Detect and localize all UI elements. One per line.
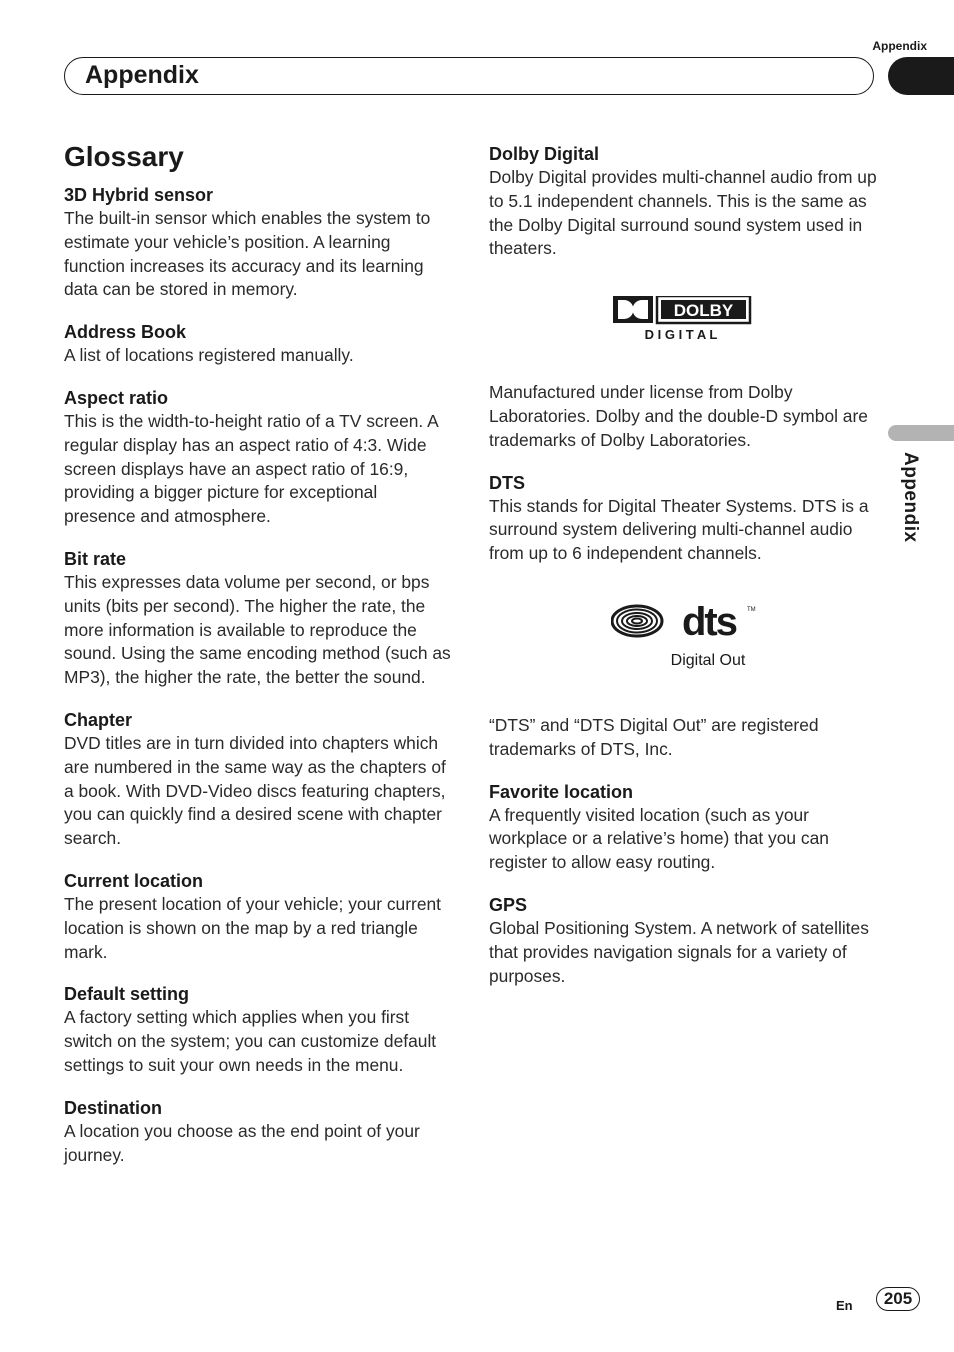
- glossary-term: 3D Hybrid sensor: [64, 185, 214, 205]
- glossary-definition: Global Positioning System. A network of satellites that provides navigation signals for a variety of purposes.: [489, 917, 869, 986]
- license-note: [489, 381, 877, 452]
- dolby-double-d-icon: [613, 296, 753, 342]
- dolby-logo-sub: D I G I T A L: [644, 327, 718, 343]
- glossary-term: Chapter: [64, 709, 133, 730]
- dts-trademark: TM: [747, 606, 756, 613]
- side-tab-marker: [888, 425, 954, 441]
- side-tab-label: Appendix: [900, 452, 921, 543]
- glossary-definition: A frequently visited location (such as your workplace or a relative’s home) that you can register to allow easy routing.: [489, 804, 829, 873]
- glossary-definition: A list of locations registered manually.: [64, 345, 354, 366]
- glossary-column-right: [489, 142, 877, 1006]
- glossary-definition: DVD titles are in turn divided into chapters which are numbered in the same way as the chapters of a book. With DVD-Video discs featuring chapters, you can quickly find a desired scene with chapter search.: [64, 732, 446, 849]
- glossary-term: GPS: [489, 894, 528, 915]
- glossary-entry: [64, 1096, 452, 1168]
- page-title: Glossary: [64, 141, 184, 172]
- glossary-term: DTS: [489, 472, 525, 493]
- glossary-term: Favorite location: [489, 781, 634, 802]
- glossary-entry: [489, 471, 877, 566]
- glossary-entry: [489, 780, 877, 875]
- glossary-definition: Dolby Digital provides multi-channel audio from up to 5.1 independent channels. This is the same as the Dolby Digital surround sound system used in theaters.: [489, 167, 877, 259]
- glossary-definition: A location you choose as the end point of your journey.: [64, 1120, 420, 1165]
- section-title: Appendix: [85, 61, 199, 89]
- dts-logo-word: dts: [682, 603, 736, 644]
- glossary-definition: This stands for Digital Theater Systems. DTS is a surround system delivering multi-channel audio from up to 6 independent channels.: [489, 495, 869, 564]
- glossary-term: Address Book: [64, 322, 187, 343]
- glossary-entry: [64, 386, 452, 529]
- section-tab-marker: [888, 57, 954, 95]
- glossary-term: Dolby Digital: [489, 144, 600, 164]
- trademark-note: [489, 714, 877, 762]
- glossary-definition: The present location of your vehicle; your current location is shown on the map by a red triangle mark.: [64, 893, 441, 962]
- footer-language: En: [836, 1298, 853, 1313]
- glossary-entry: [64, 869, 452, 964]
- dts-digital-out-logo: [489, 566, 877, 714]
- glossary-definition: This expresses data volume per second, or bps units (bits per second). The higher the rate, the more information is available to reproduce the sound. Using the same encoding method (such as MP3), the higher the rate, the better the sound.: [64, 571, 451, 688]
- glossary-entry: [64, 183, 452, 302]
- dolby-logo-word: DOLBY: [673, 301, 734, 321]
- dolby-license-text: Manufactured under license from Dolby Laboratories. Dolby and the double-D symbol are trademarks of Dolby Laboratories.: [489, 382, 868, 450]
- glossary-term: Default setting: [64, 984, 190, 1005]
- section-title-bar: [64, 57, 874, 95]
- glossary-entry: [489, 893, 877, 988]
- glossary-entry: [64, 982, 452, 1077]
- page-number: 205: [876, 1287, 920, 1311]
- glossary-definition: This is the width-to-height ratio of a TV screen. A regular display has an aspect ratio of 4:3. Wide screen displays have an aspect ratio of 16:9, providing a bigger picture for exceptional presence and atmosphere.: [64, 410, 438, 527]
- glossary-entry: [64, 547, 452, 690]
- glossary-entry: [489, 142, 877, 261]
- glossary-column-left: [64, 183, 452, 1185]
- dts-trademark-text: “DTS” and “DTS Digital Out” are registered trademarks of DTS, Inc.: [489, 714, 819, 759]
- glossary-term: Bit rate: [64, 548, 127, 569]
- dolby-digital-logo: [489, 261, 877, 381]
- glossary-entry: [64, 708, 452, 851]
- glossary-term: Aspect ratio: [64, 387, 169, 408]
- dts-logo-sub: Digital Out: [670, 651, 746, 669]
- dts-disc-icon: [611, 604, 756, 670]
- glossary-definition: The built-in sensor which enables the system to estimate your vehicle’s position. A learning function increases its accuracy and its learning data can be stored in memory.: [64, 208, 431, 300]
- glossary-definition: A factory setting which applies when you first switch on the system; you can customize default settings to suit your own needs in the menu.: [64, 1007, 437, 1075]
- glossary-term: Destination: [64, 1097, 163, 1118]
- running-header: Appendix: [872, 39, 927, 53]
- glossary-term: Current location: [64, 870, 204, 891]
- glossary-entry: [64, 320, 452, 368]
